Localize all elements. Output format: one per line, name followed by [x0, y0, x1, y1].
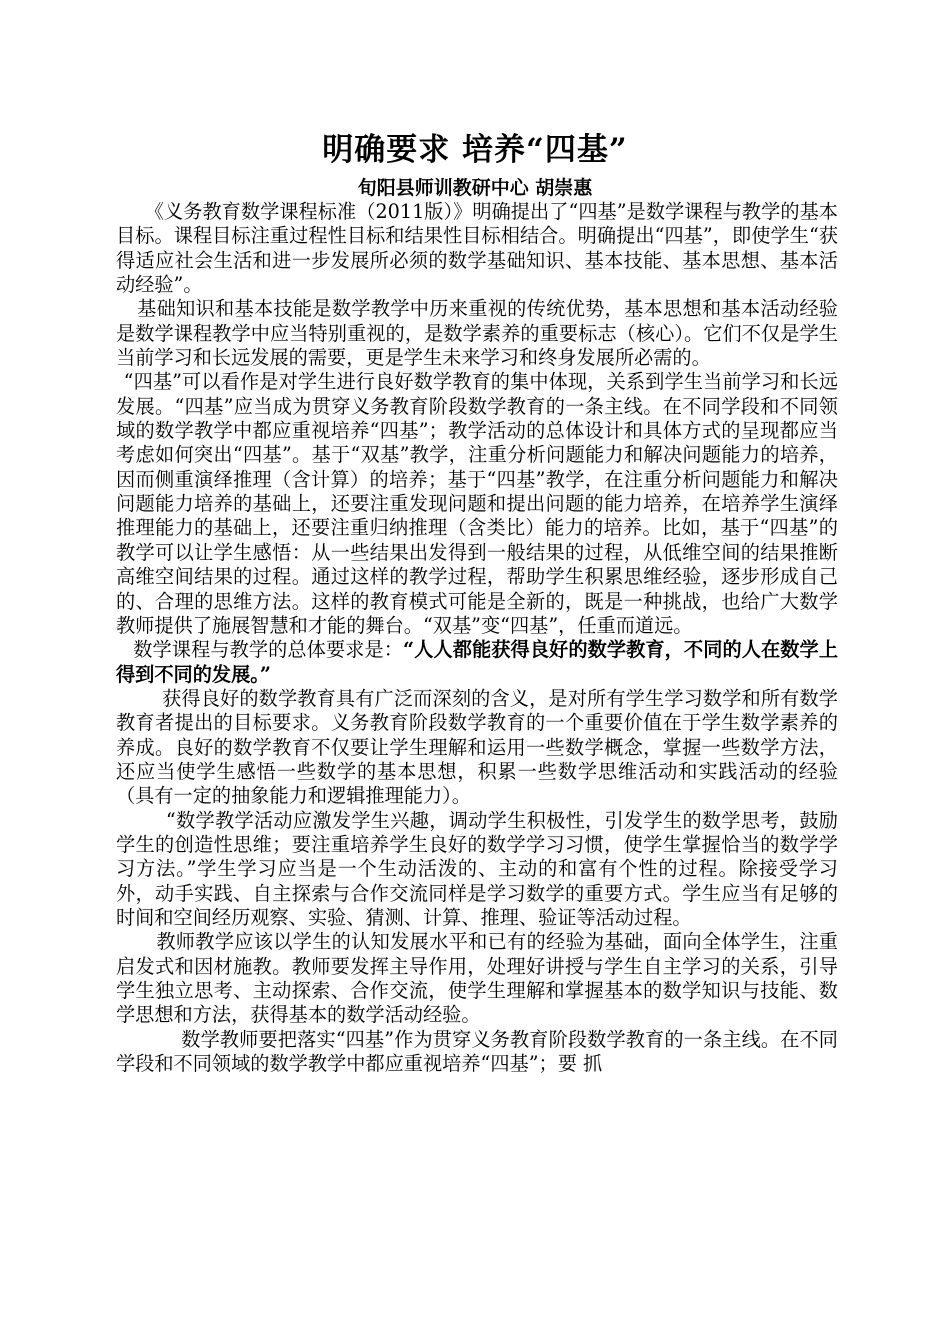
paragraph-3: “四基”可以看作是对学生进行良好数学教育的集中体现，关系到学生当前学习和长远发展。“四基”应当成为贯穿义务教育阶段数学教育的一条主线。在不同学段和不同领域的数学教学中都应重视培养“四基”；教学活动的总体设计和具体方式的呈现都应当考虑如何突出“四基”。基于“双基”教学，注重分析问题能力和解决问题能力的培养，因而侧重演绎推理（含计算）的培养；基于“四基”教学，在注重分析问题能力和解决问题能力培养的基础上，还要注重发现问题和提出问题的能力培养，在培养学生演绎推理能力的基础上，还要注重归纳推理（含类比）能力的培养。比如，基于“四基”的教学可以让学生感悟：从一些结果出发得到一般结果的过程，从低维空间的结果推断高维空间结果的过程。通过这样的教学过程，帮助学生积累思维经验，逐步形成自己的、合理的思维方法。这样的教育模式可能是全新的，既是一种挑战，也给广大数学教师提供了施展智慧和才能的舞台。“双基”变“四基”，任重而道远。 — [116, 370, 838, 637]
paragraph-2: 基础知识和基本技能是数学教学中历来重视的传统优势，基本思想和基本活动经验是数学课程教学中应当特别重视的，是数学素养的重要标志（核心）。它们不仅是学生当前学习和长远发展的需要，更是学生未来学习和终身发展所必需的。 — [116, 297, 838, 370]
document-author: 旬阳县师训教研中心 胡崇惠 — [357, 177, 593, 199]
paragraph-4: 获得良好的数学教育具有广泛而深刻的含义，是对所有学生学习数学和所有数学教育者提出的目标要求。义务教育阶段数学教育的一个重要价值在于学生数学素养的养成。良好的数学教育不仅要让学生理解和运用一些数学概念，掌握一些数学方法，还应当使学生感悟一些数学的基本思想，积累一些数学思维活动和实践活动的经验（具有一定的抽象能力和逻辑推理能力）。 — [116, 686, 838, 808]
paragraph-7: 数学教师要把落实“四基”作为贯穿义务教育阶段数学教育的一条主线。在不同学段和不同领域的数学教学中都应重视培养“四基”；要 抓 — [116, 1027, 838, 1076]
paragraph-1: 《义务教育数学课程标准（2011版）》明确提出了“四基”是数学课程与教学的基本目标。课程目标注重过程性目标和结果性目标相结合。明确提出“四基”，即使学生“获得适应社会生活和进一步发展所必须的数学基础知识、基本技能、基本思想、基本活动经验”。 — [116, 200, 838, 297]
paragraph-6: 教师教学应该以学生的认知发展水平和已有的经验为基础，面向全体学生，注重启发式和因材施教。教师要发挥主导作用，处理好讲授与学生自主学习的关系，引导学生独立思考、主动探索、合作交流，使学生理解和掌握基本的数学知识与技能、数学思想和方法，获得基本的数学活动经验。 — [116, 930, 838, 1027]
requirement-intro: 数学课程与教学的总体要求是： — [133, 638, 404, 662]
paragraph-5: “数学教学活动应激发学生兴趣，调动学生积极性，引发学生的数学思考，鼓励学生的创造性思维；要注重培养学生良好的数学学习习惯，使学生掌握恰当的数学学习方法。”学生学习应当是一个生动活泼的、主动的和富有个性的过程。除接受学习外，动手实践、自主探索与合作交流同样是学习数学的重要方式。学生应当有足够的时间和空间经历观察、实验、猜测、计算、推理、验证等活动过程。 — [116, 808, 838, 929]
paragraph-requirement — [116, 638, 838, 687]
requirement-quote: “人人都能获得良好的数学教育，不同的人在数学上得到不同的发展。” — [116, 638, 839, 686]
document-title: 明确要求 培养“四基” — [322, 132, 628, 168]
document-body — [116, 200, 838, 1076]
